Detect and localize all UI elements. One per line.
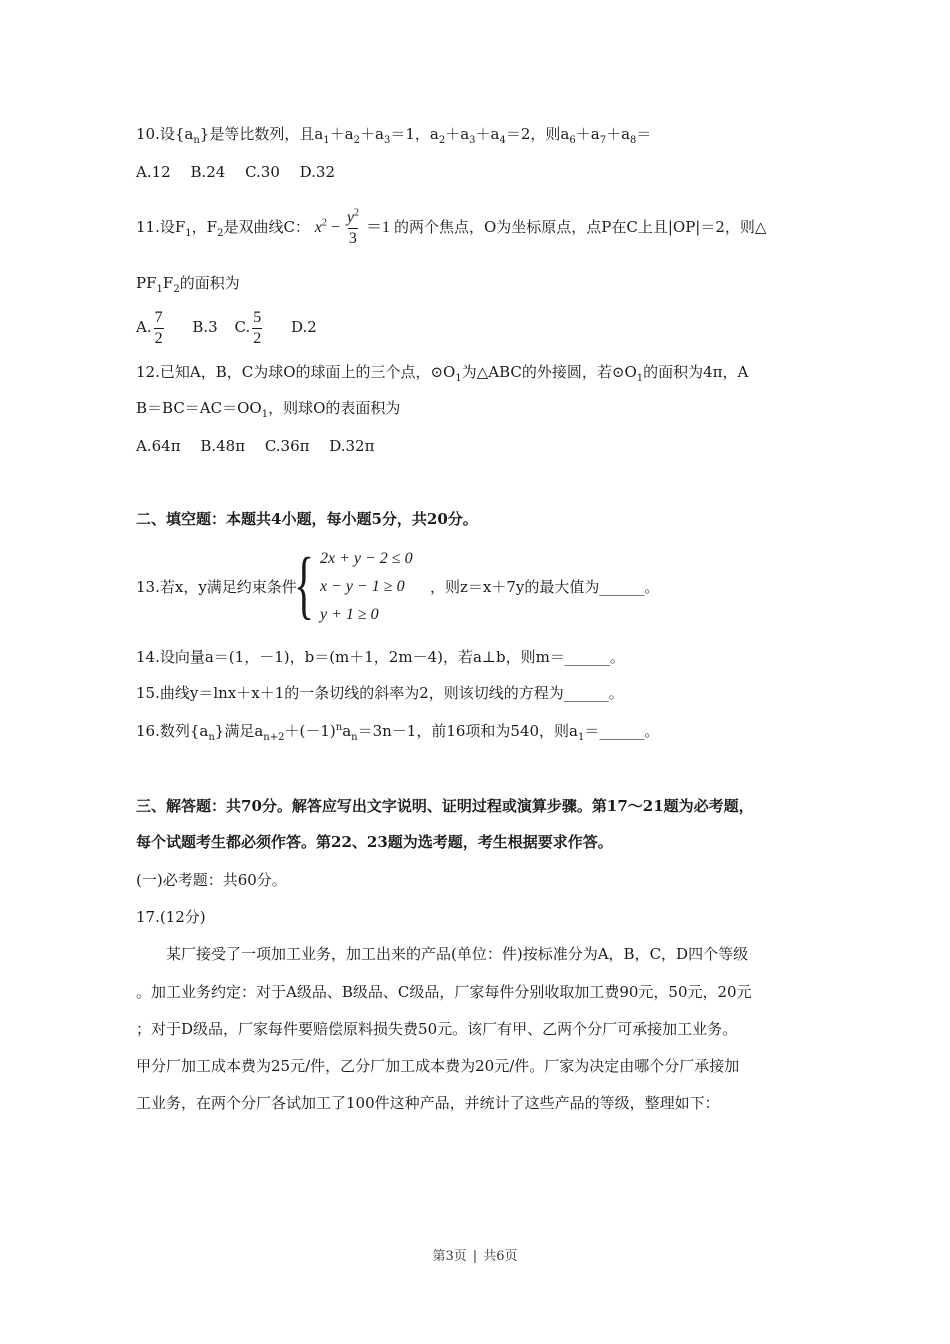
q12-options: A.64π B.48π C.36π D.32π <box>136 437 375 455</box>
left-brace-icon: { <box>294 543 315 627</box>
page-total: 共6页 <box>483 1249 518 1264</box>
q11-stem-line2: $PF_1F_2$的面积为 <box>136 274 240 295</box>
q10-options: A.12 B.24 C.30 D.32 <box>136 163 336 181</box>
q10-stem: 10.设$\{a_n\}$是等比数列，且$a_1+a_2+a_3=1$，$a_2+a_3+a_4=2$，则$a_6+a_7+a_8=$ <box>136 125 652 146</box>
q11-stem: 11.设$F_1$，$F_2$是双曲线C： $x^2$ − $\frac{y^2}{3}$ ＝1 的两个焦点，O为坐标原点，点P在C上且|OP|＝2，则△ <box>136 207 767 247</box>
page-number: 第3页 <box>432 1249 467 1264</box>
hyperbola-equation: $x^2$ − $\frac{y^2}{3}$ ＝1 <box>314 207 390 247</box>
q17-heading: 17.(12分) <box>136 908 206 926</box>
footer-separator: | <box>472 1249 478 1264</box>
q13-stem-pre: 13.若x，y满足约束条件 <box>136 578 297 596</box>
option-c-fraction: $\frac{5}{2}$ <box>253 308 262 347</box>
q17-paragraph-line5: 工业务，在两个分厂各试加工了100件这种产品，并统计了这些产品的等级，整理如下： <box>136 1094 720 1112</box>
constraint-1: 2x + y − 2 ≤ 0 <box>320 550 413 567</box>
section-2-title: 二、填空题：本题共4小题，每小题5分，共20分。 <box>136 510 478 528</box>
option-a-fraction: $\frac{7}{2}$ <box>154 308 163 347</box>
q17-paragraph-line3: ；对于D级品，厂家每件要赔偿原料损失费50元。该厂有甲、乙两个分厂可承接加工业务。 <box>136 1020 738 1038</box>
q15-stem: 15.曲线y＝lnx＋x＋1的一条切线的斜率为2，则该切线的方程为______。 <box>136 684 624 702</box>
q11-options: A. $\frac{7}{2}$ B.3 C. $\frac{5}{2}$ D.2 <box>136 308 317 347</box>
page-footer <box>0 1245 950 1264</box>
q13-stem-post: ，则z＝x＋7y的最大值为______。 <box>430 578 660 596</box>
section-3-title: 三、解答题：共70分。解答应写出文字说明、证明过程或演算步骤。第17～21题为必考题， <box>136 797 754 815</box>
q16-stem: 16.数列$\{a_n\}$满足$a_{n+2}+(-1)^na_n=3n-1$，前16项和为540，则$a_1=\_\_\_\_\_\_$。 <box>136 722 660 743</box>
constraint-3: y + 1 ≥ 0 <box>320 606 379 623</box>
q17-paragraph-line2: 。加工业务约定：对于A级品、B级品、C级品，厂家每件分别收取加工费90元，50元，20元 <box>136 983 752 1001</box>
constraint-2: x − y − 1 ≥ 0 <box>320 578 405 595</box>
constraint-system <box>294 543 424 627</box>
q17-paragraph-line1: 某厂接受了一项加工业务，加工出来的产品(单位：件)按标准分为A，B，C，D四个等级 <box>136 945 749 963</box>
section-3-title-line2: 每个试题考生都必须作答。第22、23题为选考题，考生根据要求作答。 <box>136 833 613 851</box>
q12-stem: 12.已知A，B，C为球O的球面上的三个点，$⊙O_1$为△ABC的外接圆，若$⊙O_1$的面积为4π，A <box>136 363 749 384</box>
section-3-subtitle: (一)必考题：共60分。 <box>136 871 287 889</box>
q12-stem-line2: $B=BC=AC=OO_1$，则球O的表面积为 <box>136 399 401 420</box>
q14-stem: 14.设向量a＝(1，－1)，b＝(m＋1，2m－4)，若a⊥b，则m＝______。 <box>136 648 625 666</box>
q17-paragraph-line4: 甲分厂加工成本费为25元/件，乙分厂加工成本费为20元/件。厂家为决定由哪个分厂承接加 <box>136 1057 740 1075</box>
